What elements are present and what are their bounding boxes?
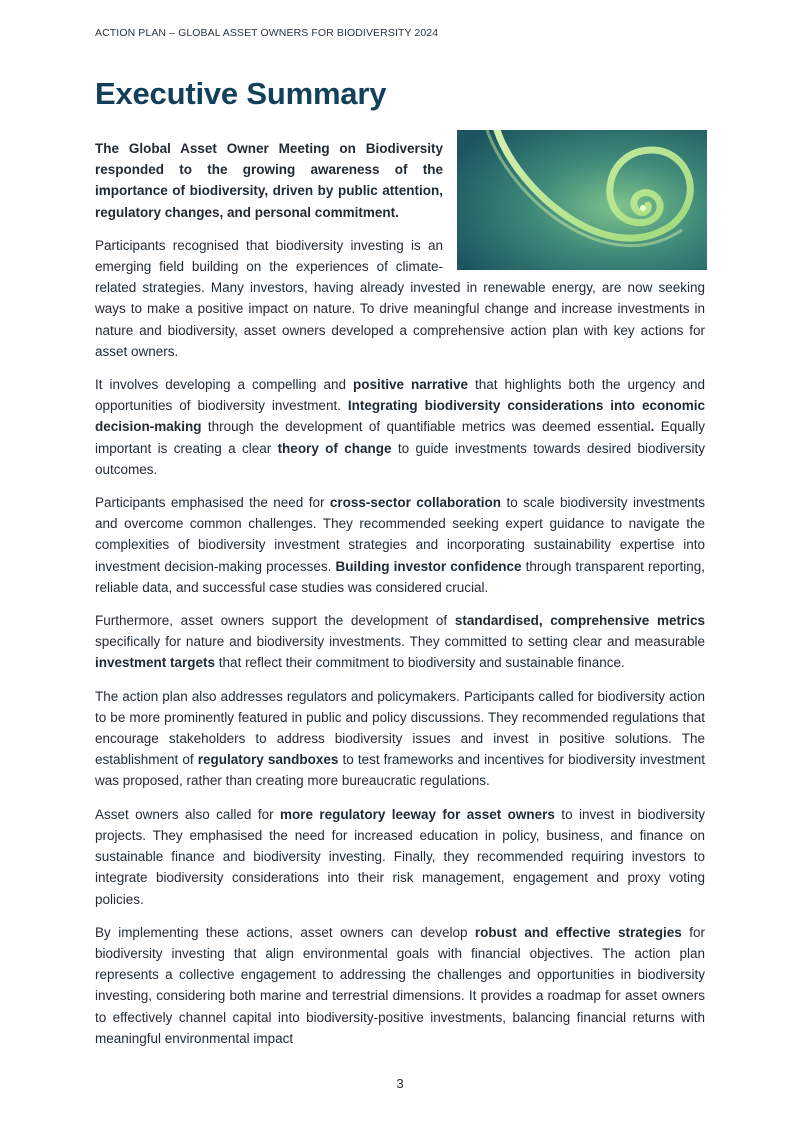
running-header: ACTION PLAN – GLOBAL ASSET OWNERS FOR BIODIVERSITY 2024: [95, 27, 439, 39]
document-body: [95, 138, 705, 1061]
green-spiral-fern-icon: [457, 130, 707, 270]
paragraph-3: It involves developing a compelling and positive narrative that highlights both the urgency and opportunities of biodiversity investment. Integrating biodiversity considerations into economic decision-making through the development of quantifiable metrics was deemed essential. Equally important is creating a clear theory of change to guide investments towards desired biodiversity outcomes.: [95, 377, 706, 477]
paragraph-5: Furthermore, asset owners support the development of standardised, comprehensive metrics specifically for nature and biodiversity investments. They committed to setting clear and measurable investment targets that reflect their commitment to biodiversity and sustainable finance.: [95, 613, 705, 671]
lead-paragraph: The Global Asset Owner Meeting on Biodiversity responded to the growing awareness of the importance of biodiversity, driven by public attention, regulatory changes, and personal commitment.: [95, 141, 443, 220]
paragraph-8: By implementing these actions, asset owners can develop robust and effective strategies for biodiversity investing that align environmental goals with financial objectives. The action plan represents a collective engagement to addressing the challenges and opportunities in biodiversity investing, considering both marine and terrestrial dimensions. It provides a roadmap for asset owners to effectively channel capital into biodiversity-positive investments, balancing financial returns with meaningful environmental impact: [95, 924, 705, 1046]
page-title: Executive Summary: [95, 76, 387, 111]
paragraph-7: Asset owners also called for more regulatory leeway for asset owners to invest in biodiversity projects. They emphasised the need for increased education in policy, business, and finance on sustainable finance and biodiversity investing. Finally, they recommended requiring investors to integrate biodiversity considerations into their risk management, engagement and proxy voting policies.: [95, 806, 705, 907]
paragraph-4: Participants emphasised the need for cross-sector collaboration to scale biodiversity investments and overcome common challenges. They recommended seeking expert guidance to navigate the complexities of biodiversity investment strategies and incorporating sustainability expertise into investment decision-making processes. Building investor confidence through transparent reporting, reliable data, and successful case studies was considered crucial.: [95, 495, 705, 595]
page-number: 3: [396, 1076, 404, 1091]
paragraph-2: Participants recognised that biodiversity investing is an emerging field building on the experiences of climate-related strategies. Many investors, having already invested in renewable energy, are now seeking ways to make a positive impact on nature. To drive meaningful change and increase investments in nature and biodiversity, asset owners developed a comprehensive action plan with key actions for asset owners.: [95, 237, 705, 359]
paragraph-6: The action plan also addresses regulators and policymakers. Participants called for biodiversity action to be more prominently featured in public and policy discussions. They recommended regulations that encourage stakeholders to address biodiversity issues and invest in positive solutions. The establishment of regulatory sandboxes to test frameworks and incentives for biodiversity investment was proposed, rather than creating more bureaucratic regulations.: [95, 688, 705, 789]
